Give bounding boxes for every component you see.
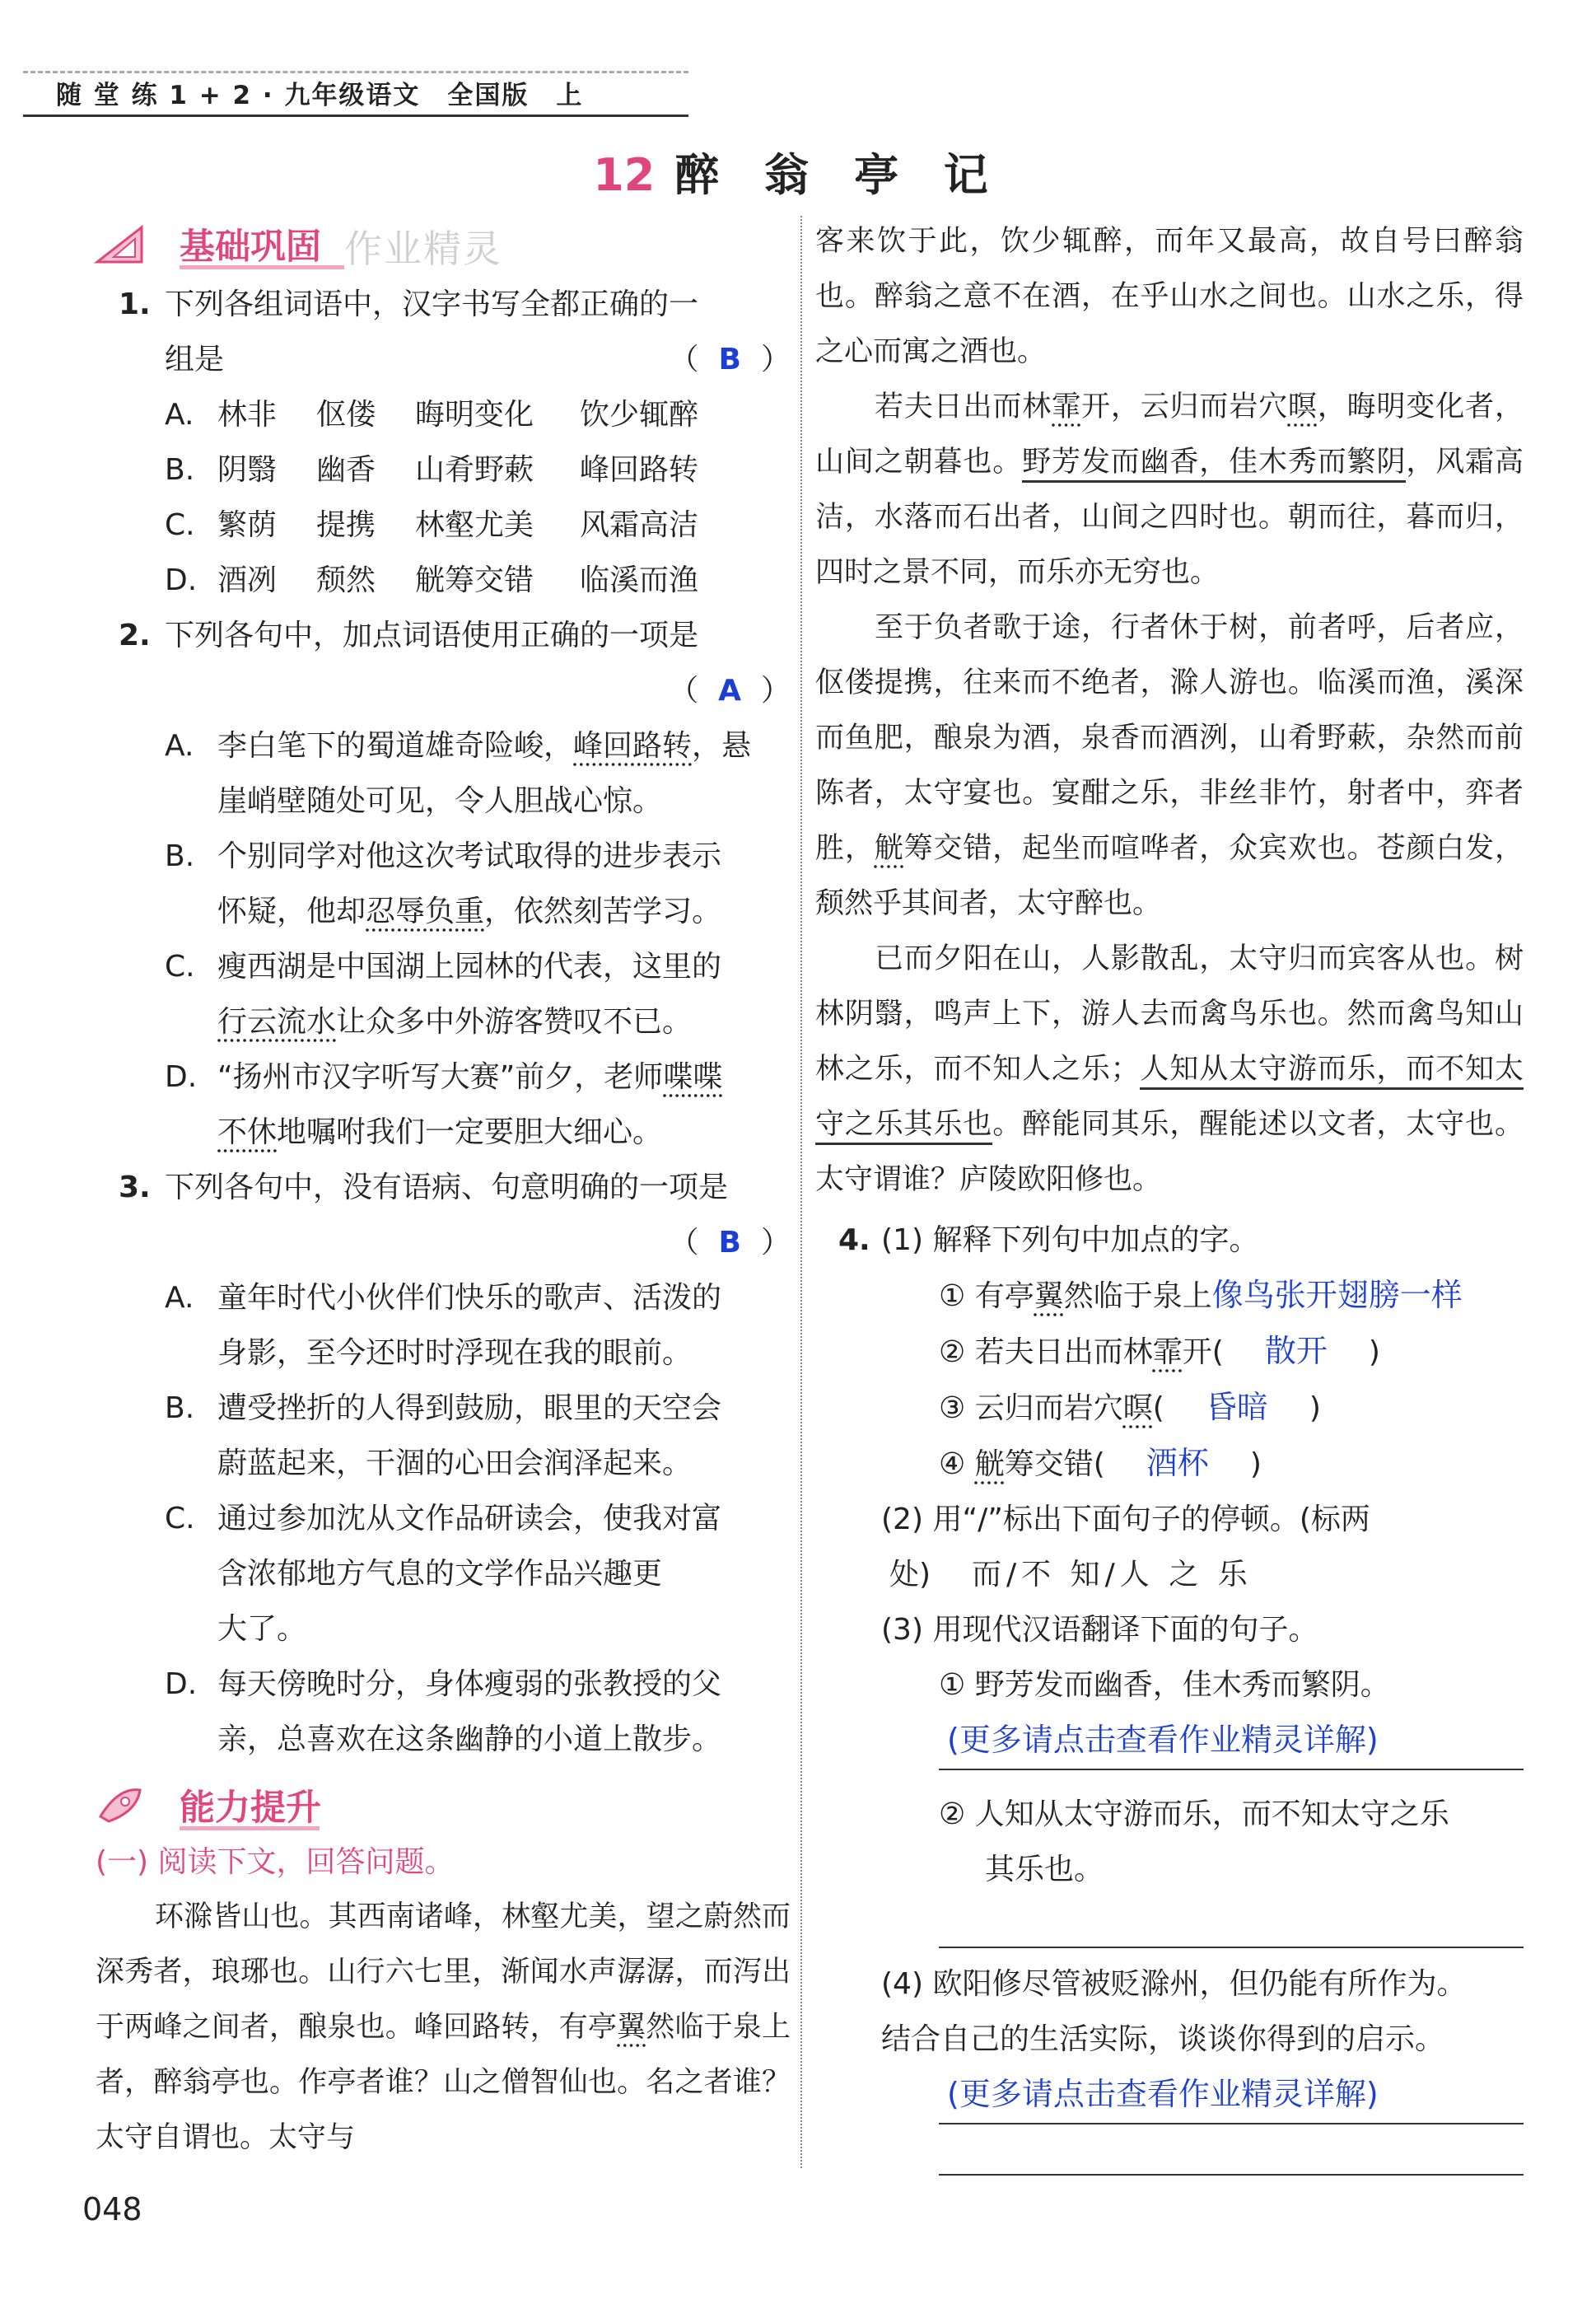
answer-value: B	[718, 343, 741, 376]
dotted-char: 霏	[1152, 1335, 1183, 1369]
answer-link[interactable]: (更多请点击查看作业精灵详解)	[947, 1722, 1379, 1758]
answer-link[interactable]: (更多请点击查看作业精灵详解)	[947, 2076, 1379, 2112]
q4-item: ② 若夫日出而林霏开( 散开 )	[939, 1333, 1380, 1369]
q4-part1-label: (1) 解释下列句中加点的字。	[881, 1223, 1259, 1257]
section-basic-label: 基础巩固	[180, 227, 321, 268]
section-ability-underline	[180, 1826, 320, 1830]
answer-value: B	[718, 1226, 741, 1260]
section-basic-underline	[180, 265, 344, 269]
rocket-icon	[94, 1783, 145, 1826]
section-basic	[82, 214, 791, 273]
passage-paragraph-4: 已而夕阳在山，人影散乱，太守归而宾客从也。树林阴翳，鸣声上下，游人去而禽鸟乐也。然而禽鸟知山林之乐，而不知人之乐；人知从太守游而乐，而不知太守之乐其乐也。醉能同其乐，醒能述以文者，太守也。太守谓谁？庐陵欧阳修也。	[815, 942, 1524, 1196]
left-column	[82, 214, 791, 2166]
question-text: 下列各句中，没有语病、句意明确的一项是	[165, 1171, 729, 1204]
question-number: 2.	[119, 619, 151, 652]
option-c: C. 通过参加沈从文作品研读会，使我对富 含浓郁地方气息的文学作品兴趣更 大了。	[165, 1502, 722, 1646]
question-number: 4.	[838, 1223, 870, 1257]
answer-text: 酒杯	[1146, 1445, 1209, 1481]
passage-part-1: 环滁皆山也。其西南诸峰，林壑尤美，望之蔚然而深秀者，琅琊也。山行六七里，渐闻水声潺潺，而泻出于两峰之间者，酿泉也。峰回路转，有亭翼然临于泉上者，醉翁亭也。作亭者谁？山之僧智仙也。名之者谁？太守自谓也。太守与	[96, 1900, 791, 2154]
question-text: 下列各组词语中，汉字书写全都正确的一	[165, 287, 699, 321]
lesson-name: 醉 翁 亭 记	[674, 149, 1003, 201]
book-header	[23, 69, 688, 117]
q4-part3: (3) 用现代汉语翻译下面的句子。 ① 野芳发而幽香，佳木秀而繁阴。 (更多请点击查看作业精灵详解) ② 人知从太守游而乐，而不知太守之乐 其乐也。	[881, 1602, 1524, 1948]
dotted-char: 觥	[974, 1447, 1005, 1481]
option-row: C. 繁荫 提携 林壑尤美 风霜高洁	[165, 508, 699, 542]
q4-part4: (4) 欧阳修尽管被贬滁州，但仍能有所作为。 结合自己的生活实际，谈谈你得到的启示。 (更多请点击查看作业精灵详解)	[881, 1956, 1524, 2176]
dotted-char: 霏	[1052, 390, 1081, 423]
question-text-cont: 组是	[165, 343, 225, 376]
q4-part2: (2) 用“/”标出下面句子的停顿。(标两 处) 而/不 知/人 之 乐	[881, 1503, 1370, 1592]
option-row: D. 酒冽 颓然 觥筹交错 临溪而渔	[165, 563, 699, 597]
header-rule	[23, 115, 688, 117]
page-number: 048	[82, 2191, 142, 2227]
dotted-char: 翼	[617, 2011, 646, 2044]
answer-paren: （ B ）	[669, 343, 791, 376]
dotted-char: 暝	[1122, 1391, 1153, 1425]
dotted-phrase: 喋喋	[663, 1060, 723, 1094]
reading-heading: (一) 阅读下文，回答问题。	[96, 1845, 455, 1879]
underlined-sentence: 人知从太守游而乐，而不知太守之乐其乐也	[815, 1053, 1524, 1145]
answer-text: 散开	[1264, 1333, 1328, 1369]
passage-paragraph-2: 若夫日出而林霏开，云归而岩穴暝，晦明变化者，山间之朝暮也。野芳发而幽香，佳木秀而繁阴，风霜高洁，水落而石出者，山间之四时也。朝而往，暮而归，四时之景不同，而乐亦无穷也。	[815, 390, 1524, 589]
question-number: 3.	[119, 1171, 151, 1204]
answer-value: A	[718, 674, 741, 708]
question-text: 下列各句中，加点词语使用正确的一项是	[165, 619, 699, 652]
right-column	[815, 214, 1524, 2176]
answer-text: 像鸟张开翅膀一样	[1211, 1277, 1463, 1313]
question-number: 1.	[119, 287, 151, 321]
question-1	[82, 277, 791, 387]
triangle-ruler-icon	[94, 222, 145, 265]
option-a: A. 李白笔下的蜀道雄奇险峻，峰回路转，悬 崖峭壁随处可见，令人胆战心惊。	[165, 729, 752, 818]
dotted-char: 觥	[874, 832, 904, 865]
q4-item: ④ 觥筹交错( 酒杯 )	[939, 1445, 1262, 1481]
passage-paragraph-3: 至于负者歌于途，行者休于树，前者呼，后者应，伛偻提携，往来而不绝者，滁人游也。临溪而渔，溪深而鱼肥，酿泉为酒，泉香而酒洌，山肴野蔌，杂然而前陈者，太守宴也。宴酣之乐，非丝非竹，射者中，弈者胜，觥筹交错，起坐而喧哗者，众宾欢也。苍颜白发，颓然乎其间者，太守醉也。	[815, 611, 1524, 920]
option-d: D. 每天傍晚时分，身体瘦弱的张教授的父 亲，总喜欢在这条幽静的小道上散步。	[165, 1667, 722, 1756]
option-b: B. 遭受挫折的人得到鼓励，眼里的天空会 蔚蓝起来，干涸的心田会润泽起来。	[165, 1391, 722, 1480]
dotted-phrase: 忍辱负重	[366, 895, 485, 928]
option-a: A. 童年时代小伙伴们快乐的歌声、活泼的 身影，至今还时时浮现在我的眼前。	[165, 1281, 722, 1370]
option-row: A. 林非 伛偻 晦明变化 饮少辄醉	[165, 398, 699, 432]
section-ability	[82, 1775, 791, 1835]
option-b: B. 个别同学对他这次考试取得的进步表示 怀疑，他却忍辱负重，依然刻苦学习。	[165, 839, 722, 928]
dotted-char: 暝	[1287, 390, 1318, 423]
answer-line	[939, 1897, 1524, 1948]
lesson-number: 12	[593, 149, 656, 201]
question-2	[82, 608, 791, 718]
answer-line	[939, 2124, 1524, 2176]
q4-item: ③ 云归而岩穴暝( 昏暗 )	[939, 1389, 1321, 1425]
dotted-char: 翼	[1034, 1279, 1064, 1313]
dotted-phrase: 不休	[217, 1115, 278, 1149]
answer-paren: （ B ）	[669, 1226, 791, 1260]
header-dash	[23, 71, 688, 73]
option-d: D. “扬州市汉字听写大赛”前夕，老师喋喋 不休地嘱咐我们一定要胆大细心。	[165, 1060, 723, 1149]
question-3	[82, 1160, 791, 1270]
watermark-text: 作业精灵	[344, 227, 502, 271]
answer-paren: （ A ）	[669, 674, 791, 708]
header-text: 随 堂 练 1 + 2 · 九年级语文 全国版 上	[56, 81, 584, 110]
answer-text: 而/不 知/人 之 乐	[972, 1558, 1253, 1592]
column-divider	[800, 216, 802, 2168]
section-ability-label: 能力提升	[180, 1788, 321, 1829]
q4-item: ① 有亭翼然临于泉上像鸟张开翅膀一样	[939, 1277, 1463, 1313]
question-4	[815, 1213, 1524, 1268]
lesson-title	[0, 140, 1596, 203]
answer-text: 昏暗	[1205, 1389, 1268, 1425]
passage-part-2: 客来饮于此，饮少辄醉，而年又最高，故自号曰醉翁也。醉翁之意不在酒，在乎山水之间也。山水之乐，得之心而寓之酒也。	[815, 225, 1524, 368]
option-row: B. 阴翳 幽香 山肴野蔌 峰回路转	[165, 453, 699, 487]
dotted-phrase: 行云流水	[217, 1005, 337, 1039]
underlined-sentence: 野芳发而幽香，佳木秀而繁阴	[1022, 446, 1406, 483]
option-c: C. 瘦西湖是中国湖上园林的代表，这里的 行云流水让众多中外游客赞叹不已。	[165, 950, 722, 1039]
dotted-phrase: 峰回路转	[573, 729, 693, 763]
